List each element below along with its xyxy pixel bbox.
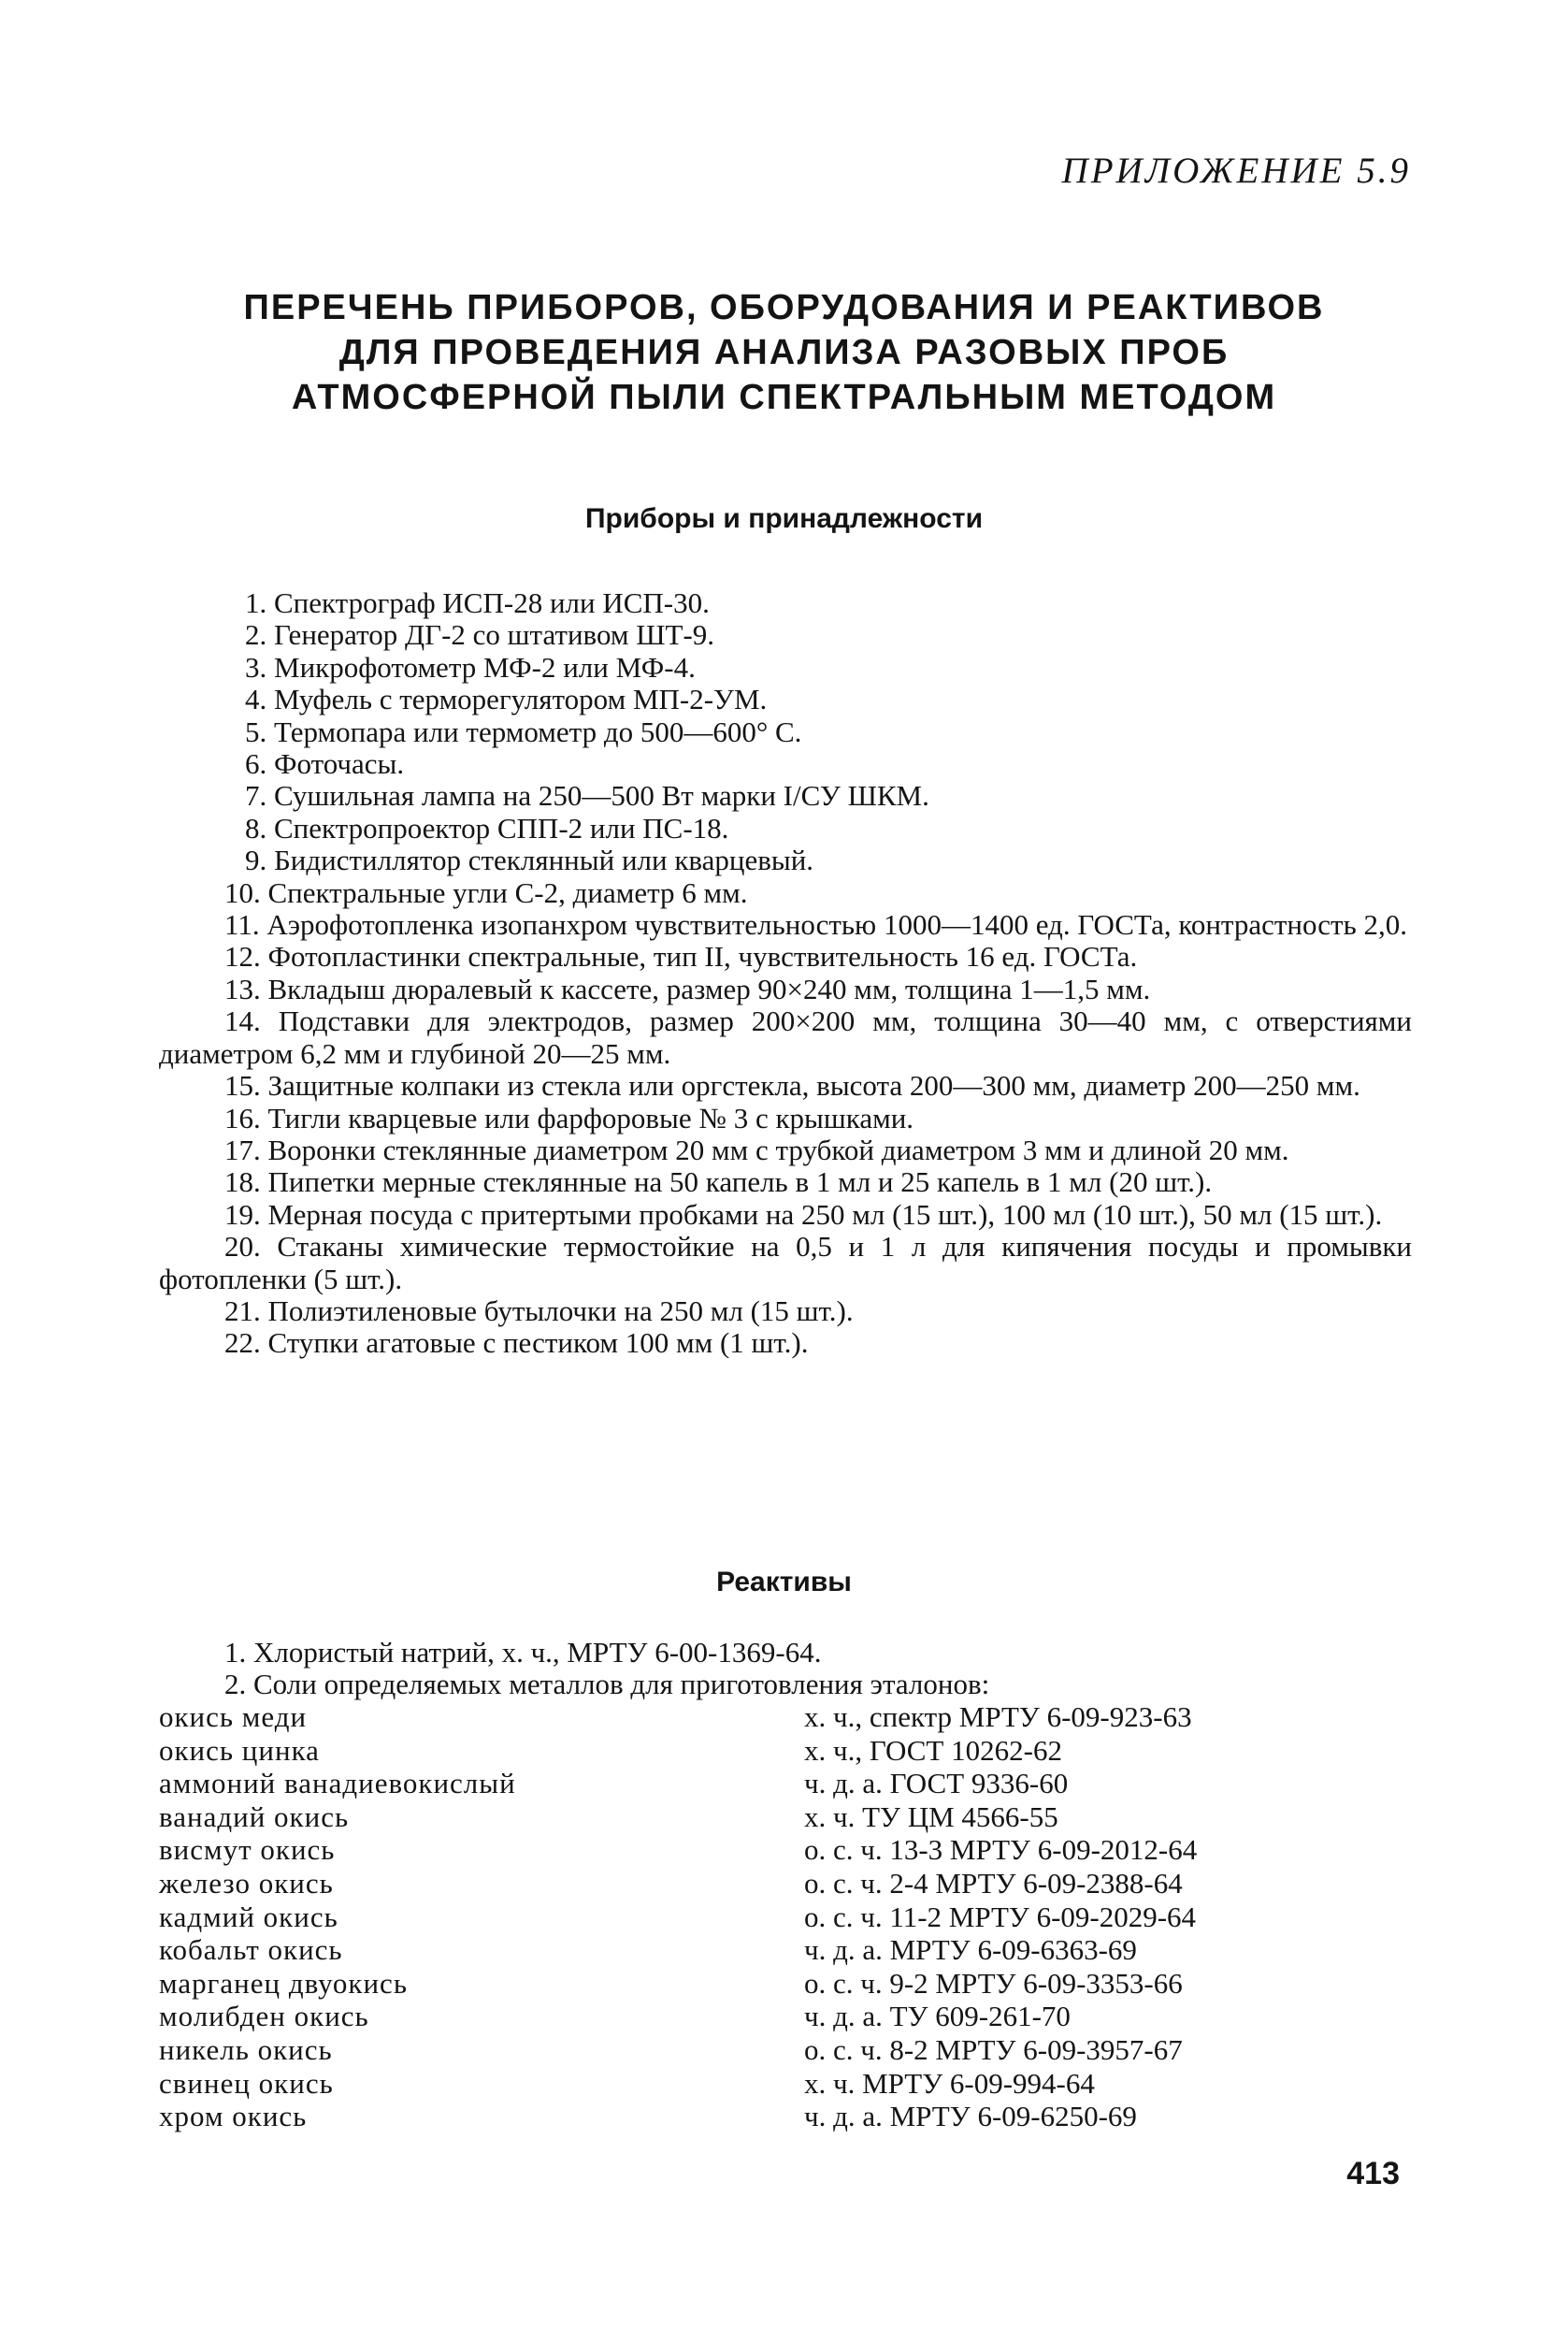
page-number: 413	[1346, 2156, 1400, 2191]
salt-grade: о. с. ч. 8-2 МРТУ 6-09-3957-67	[804, 2032, 1183, 2066]
salt-name: кобальт окись	[159, 1933, 343, 1967]
list-item: 22. Ступки агатовые с пестиком 100 мм (1 шт.).	[224, 1326, 809, 1360]
table-row	[159, 1867, 1412, 1900]
list-item: 3. Микрофотометр МФ-2 или МФ-4.	[245, 650, 696, 684]
table-row	[159, 1700, 1412, 1734]
title-line: ДЛЯ ПРОВЕДЕНИЯ АНАЛИЗА РАЗОВЫХ ПРОБ	[338, 333, 1230, 372]
list-item: 5. Термопара или термометр до 500—600° С.	[245, 715, 802, 748]
salt-grade: х. ч., ГОСТ 10262-62	[804, 1733, 1062, 1767]
list-item: 1. Хлористый натрий, х. ч., МРТУ 6-00-1369-64.	[224, 1636, 822, 1669]
document-title	[0, 285, 1568, 420]
salts-table	[159, 1700, 1412, 2133]
list-item: 19. Мерная посуда с притертыми пробками на 250 мл (15 шт.), 100 мл (10 шт.), 50 мл (15 шт.).	[224, 1197, 1383, 1231]
reagents-list	[159, 1637, 1412, 1701]
salt-name: марганец двуокись	[159, 1966, 408, 2000]
table-row	[159, 1767, 1412, 1800]
list-item: 20. Стаканы химические термостойкие на 0,5 и 1 л для кипячения посуды и промывки фотопленки (5 шт.).	[159, 1230, 1412, 1295]
reagents-heading: Реактивы	[716, 1567, 852, 1597]
salt-name: кадмий окись	[159, 1900, 338, 1933]
salt-name: аммоний ванадиевокислый	[159, 1767, 516, 1800]
list-item: 4. Муфель с терморегулятором МП-2-УМ.	[245, 683, 768, 716]
list-item: 1. Спектрограф ИСП-28 или ИСП-30.	[245, 586, 710, 619]
salt-grade: о. с. ч. 13-3 МРТУ 6-09-2012-64	[804, 1833, 1198, 1867]
salt-grade: о. с. ч. 9-2 МРТУ 6-09-3353-66	[804, 1966, 1183, 2000]
list-item: 12. Фотопластинки спектральные, тип II, чувствительность 16 ед. ГОСТа.	[224, 940, 1138, 974]
salt-grade: ч. д. а. МРТУ 6-09-6363-69	[804, 1933, 1137, 1967]
list-item: 15. Защитные колпаки из стекла или оргстекла, высота 200—300 мм, диаметр 200—250 мм.	[224, 1069, 1360, 1103]
table-row	[159, 2000, 1412, 2033]
instruments-list	[159, 587, 1412, 1360]
salt-grade: ч. д. а. МРТУ 6-09-6250-69	[804, 2100, 1137, 2133]
table-row	[159, 2067, 1412, 2101]
salt-grade: о. с. ч. 2-4 МРТУ 6-09-2388-64	[804, 1866, 1183, 1900]
title-line: ПЕРЕЧЕНЬ ПРИБОРОВ, ОБОРУДОВАНИЯ И РЕАКТИВОВ	[243, 288, 1325, 327]
list-item: 21. Полиэтиленовые бутылочки на 250 мл (15 шт.).	[224, 1293, 854, 1327]
table-row	[159, 2100, 1412, 2133]
list-item: 2. Соли определяемых металлов для приготовления эталонов:	[224, 1668, 990, 1701]
salt-grade: ч. д. а. ГОСТ 9336-60	[804, 1767, 1069, 1800]
list-item: 2. Генератор ДГ-2 со штативом ШТ-9.	[245, 618, 715, 652]
salt-grade: х. ч. ТУ ЦМ 4566-55	[804, 1799, 1058, 1833]
list-item: 13. Вкладыш дюралевый к кассете, размер 90×240 мм, толщина 1—1,5 мм.	[224, 972, 1151, 1005]
list-item: 9. Бидистиллятор стеклянный или кварцевый.	[245, 844, 814, 877]
instruments-heading: Приборы и принадлежности	[584, 503, 984, 534]
salt-name: железо окись	[159, 1866, 334, 1900]
table-row	[159, 1800, 1412, 1834]
table-row	[159, 2033, 1412, 2067]
list-item: 10. Спектральные угли С-2, диаметр 6 мм.	[224, 875, 748, 909]
list-item: 14. Подставки для электродов, размер 200×200 мм, толщина 30—40 мм, с отверстиями диаметром 6,2 мм и глубиной 20—25 мм.	[159, 1004, 1412, 1070]
salt-grade: ч. д. а. ТУ 609-261-70	[804, 2000, 1071, 2033]
salt-name: висмут окись	[159, 1833, 336, 1867]
list-item: 7. Сушильная лампа на 250—500 Вт марки I/СУ ШКМ.	[245, 779, 929, 813]
table-row	[159, 1734, 1412, 1768]
salt-grade: х. ч., спектр МРТУ 6-09-923-63	[804, 1700, 1192, 1733]
list-item: 8. Спектропроектор СПП-2 или ПС-18.	[245, 811, 729, 845]
salt-name: хром окись	[159, 2100, 308, 2133]
list-item: 18. Пипетки мерные стеклянные на 50 капель в 1 мл и 25 капель в 1 мл (20 шт.).	[224, 1165, 1213, 1199]
list-item: 16. Тигли кварцевые или фарфоровые № 3 с крышками.	[224, 1101, 914, 1134]
appendix-label: ПРИЛОЖЕНИЕ 5.9	[1061, 151, 1411, 191]
title-line: АТМОСФЕРНОЙ ПЫЛИ СПЕКТРАЛЬНЫМ МЕТОДОМ	[291, 378, 1277, 417]
table-row	[159, 1967, 1412, 2001]
list-item: 17. Воронки стеклянные диаметром 20 мм с трубкой диаметром 3 мм и длиной 20 мм.	[224, 1133, 1289, 1166]
salt-name: никель окись	[159, 2032, 333, 2066]
salt-grade: х. ч. МРТУ 6-09-994-64	[804, 2066, 1095, 2100]
table-row	[159, 1900, 1412, 1934]
salt-name: ванадий окись	[159, 1799, 350, 1833]
salt-grade: о. с. ч. 11-2 МРТУ 6-09-2029-64	[804, 1900, 1197, 1933]
salt-name: окись цинка	[159, 1733, 320, 1767]
table-row	[159, 1933, 1412, 1967]
table-row	[159, 1833, 1412, 1867]
list-item: 6. Фоточасы.	[245, 747, 405, 781]
list-item: 11. Аэрофотопленка изопанхром чувствительностью 1000—1400 ед. ГОСТа, контрастность 2,0.	[224, 908, 1407, 942]
salt-name: молибден окись	[159, 2000, 369, 2033]
salt-name: окись меди	[159, 1700, 308, 1733]
salt-name: свинец окись	[159, 2066, 334, 2100]
